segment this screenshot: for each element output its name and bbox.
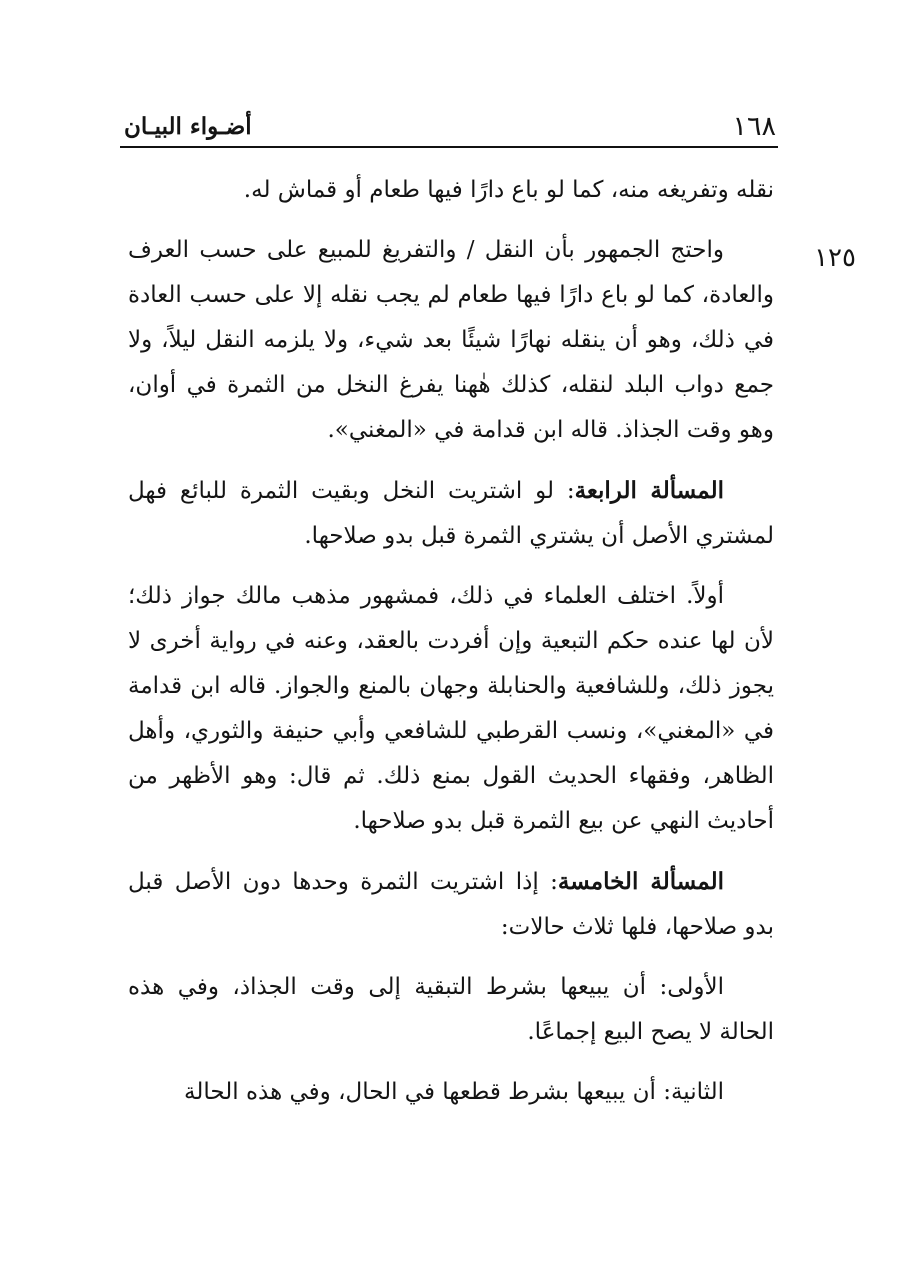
paragraph-text: واحتج الجمهور بأن النقل / والتفريغ للمبيع على حسب العرف والعادة، كما لو باع دارًا فيها طعام لم يجب نقله إلا على حسب العادة في ذلك، وهو أن ينقله نهارًا شيئًا بعد شيء، ولا يلزمه النقل ليلاً، ولا جمع دواب البلد لنقله، كذلك هٰهنا يفرغ النخل من الثمرة في أوان، وهو وقت الجذاذ. قاله ابن قدامة في «المغني».: [128, 237, 774, 443]
page-header: [120, 112, 780, 142]
paragraph-scholars-dispute: [128, 574, 774, 844]
margin-page-reference: ١٢٥: [814, 243, 856, 273]
paragraph-text: أولاً. اختلف العلماء في ذلك، فمشهور مذهب مالك جواز ذلك؛ لأن لها عنده حكم التبعية وإن أفردت بالعقد، وعنه في رواية أخرى لا يجوز ذلك، وللشافعية والحنابلة وجهان بالمنع والجواز. قاله ابن قدامة في «المغني»، ونسب القرطبي للشافعي وأبي حنيفة والثوري، وأهل الظاهر، وفقهاء الحديث القول بمنع ذلك. ثم قال: وهو الأظهر من أحاديث النهي عن بيع الثمرة قبل بدو صلاحها.: [128, 583, 774, 834]
header-divider: [120, 146, 778, 148]
paragraph-issue-five: [128, 859, 774, 950]
paragraph-text: نقله وتفريغه منه، كما لو باع دارًا فيها طعام أو قماش له.: [243, 177, 774, 203]
paragraph-text: : لو اشتريت النخل وبقيت الثمرة للبائع فهل لمشتري الأصل أن يشتري الثمرة قبل بدو صلاحها.: [128, 478, 774, 549]
issue-heading: المسألة الخامسة: [557, 868, 724, 895]
paragraph-case-one: [128, 965, 774, 1055]
paragraph-text: : إذا اشتريت الثمرة وحدها دون الأصل قبل بدو صلاحها، فلها ثلاث حالات:: [128, 869, 774, 940]
issue-heading: المسألة الرابعة: [574, 477, 724, 504]
page-body: [128, 168, 774, 1115]
page-number: ١٦٨: [732, 111, 776, 142]
paragraph-text: الأولى: أن يبيعها بشرط التبقية إلى وقت الجذاذ، وفي هذه الحالة لا يصح البيع إجماعًا.: [128, 974, 774, 1045]
paragraph-continuation: [128, 168, 774, 213]
paragraph-text: الثانية: أن يبيعها بشرط قطعها في الحال، وفي هذه الحالة: [184, 1079, 724, 1105]
running-title: أضـواء البيـان: [124, 113, 252, 140]
paragraph-issue-four: [128, 468, 774, 559]
paragraph-case-two: [128, 1070, 774, 1115]
paragraph-majority-argument: [128, 228, 774, 453]
